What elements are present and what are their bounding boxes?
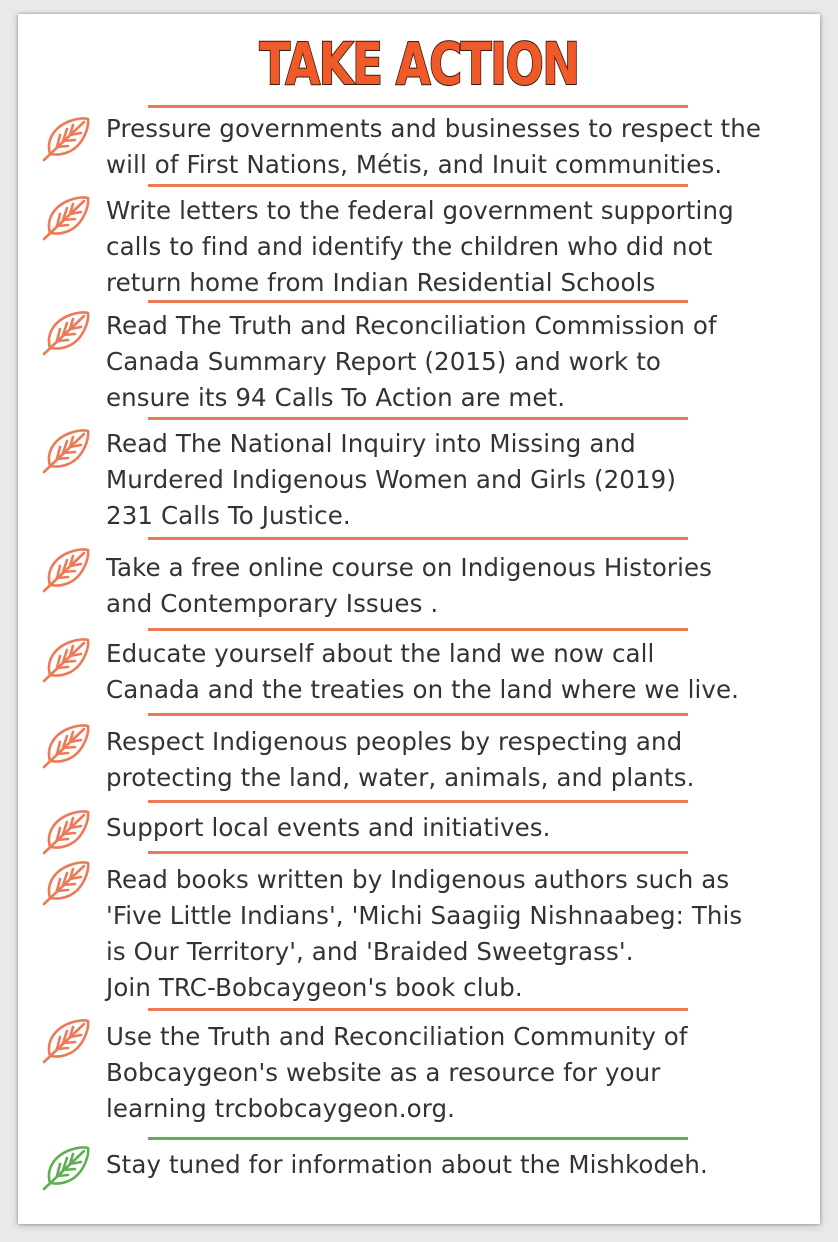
divider bbox=[148, 417, 688, 420]
leaf-icon bbox=[40, 857, 92, 909]
item-line: Write letters to the federal government supporting bbox=[106, 196, 734, 225]
action-item bbox=[106, 636, 811, 708]
item-line: 231 Calls To Justice. bbox=[106, 501, 351, 530]
divider bbox=[148, 1137, 688, 1140]
item-line: Pressure governments and businesses to respect the bbox=[106, 114, 762, 143]
divider bbox=[148, 713, 688, 716]
leaf-icon bbox=[40, 1015, 92, 1067]
item-line: Canada Summary Report (2015) and work to bbox=[106, 347, 662, 376]
divider bbox=[148, 628, 688, 631]
action-item bbox=[106, 1019, 811, 1127]
leaf-icon bbox=[40, 307, 92, 359]
divider bbox=[148, 800, 688, 803]
action-item bbox=[106, 308, 811, 416]
action-item bbox=[106, 724, 811, 796]
item-line: Canada and the treaties on the land where we live. bbox=[106, 675, 740, 704]
action-item bbox=[106, 862, 811, 1006]
page-title: TAKE ACTION bbox=[259, 30, 579, 98]
action-item bbox=[106, 193, 811, 301]
item-line: Bobcaygeon's website as a resource for your bbox=[106, 1058, 661, 1087]
item-line: Support local events and initiatives. bbox=[106, 813, 551, 842]
item-line: Take a free online course on Indigenous Histories bbox=[106, 553, 713, 582]
leaf-icon bbox=[40, 425, 92, 477]
item-line: Murdered Indigenous Women and Girls (2019) bbox=[106, 465, 677, 494]
item-line: Join TRC-Bobcaygeon's book club. bbox=[106, 973, 523, 1002]
item-line: Respect Indigenous peoples by respecting and bbox=[106, 727, 683, 756]
item-line: will of First Nations, Métis, and Inuit communities. bbox=[106, 150, 723, 179]
item-line: 'Five Little Indians', 'Michi Saagiig Nishnaabeg: This bbox=[106, 901, 743, 930]
divider bbox=[148, 537, 688, 540]
item-line: ensure its 94 Calls To Action are met. bbox=[106, 383, 566, 412]
leaf-icon bbox=[40, 192, 92, 244]
item-line: Use the Truth and Reconciliation Community of bbox=[106, 1022, 688, 1051]
item-line: Stay tuned for information about the Mishkodeh. bbox=[106, 1150, 708, 1179]
action-item bbox=[106, 550, 811, 622]
leaf-icon bbox=[40, 544, 92, 596]
divider bbox=[148, 105, 688, 108]
leaf-icon bbox=[40, 1142, 92, 1194]
divider bbox=[148, 1008, 688, 1011]
leaf-icon bbox=[40, 720, 92, 772]
action-item bbox=[106, 426, 811, 534]
action-item bbox=[106, 810, 811, 846]
item-line: Read The Truth and Reconciliation Commission of bbox=[106, 311, 717, 340]
item-line: is Our Territory', and 'Braided Sweetgrass'. bbox=[106, 937, 634, 966]
action-item bbox=[106, 111, 811, 183]
leaf-icon bbox=[40, 806, 92, 858]
divider bbox=[148, 184, 688, 187]
item-line: return home from Indian Residential Schools bbox=[106, 268, 656, 297]
divider bbox=[148, 851, 688, 854]
item-line: learning trcbobcaygeon.org. bbox=[106, 1094, 456, 1123]
action-item bbox=[106, 1147, 811, 1183]
leaf-icon bbox=[40, 634, 92, 686]
item-line: calls to find and identify the children who did not bbox=[106, 232, 713, 261]
item-line: Educate yourself about the land we now call bbox=[106, 639, 655, 668]
leaf-icon bbox=[40, 113, 92, 165]
item-line: Read books written by Indigenous authors such as bbox=[106, 865, 730, 894]
item-line: Read The National Inquiry into Missing and bbox=[106, 429, 636, 458]
item-line: protecting the land, water, animals, and plants. bbox=[106, 763, 695, 792]
item-line: and Contemporary Issues . bbox=[106, 589, 439, 618]
